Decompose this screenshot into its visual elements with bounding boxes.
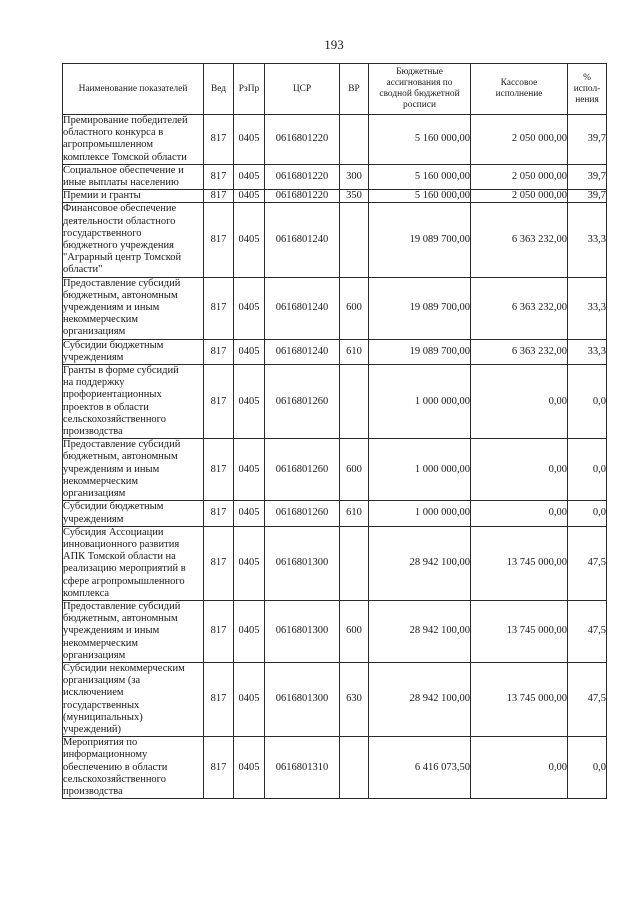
ved-cell: 817 xyxy=(204,439,234,501)
execution-percent-cell: 0,0 xyxy=(568,737,607,799)
rzpr-cell: 0405 xyxy=(234,365,265,439)
budget-allocation-cell: 5 160 000,00 xyxy=(369,164,471,189)
table-row xyxy=(63,737,607,799)
ved-cell: 817 xyxy=(204,339,234,364)
vr-cell: 600 xyxy=(340,439,369,501)
ved-cell: 817 xyxy=(204,277,234,339)
indicator-name-cell xyxy=(63,115,204,165)
indicator-name-cell xyxy=(63,439,204,501)
header-ved xyxy=(204,64,234,115)
ved-cell: 817 xyxy=(204,737,234,799)
csr-cell: 0616801240 xyxy=(265,339,340,364)
ved-cell: 817 xyxy=(204,203,234,277)
ved-cell: 817 xyxy=(204,115,234,165)
vr-cell xyxy=(340,737,369,799)
table-row xyxy=(63,277,607,339)
rzpr-cell: 0405 xyxy=(234,526,265,600)
table-row xyxy=(63,115,607,165)
rzpr-cell: 0405 xyxy=(234,164,265,189)
budget-execution-table xyxy=(62,63,607,799)
execution-percent-cell: 47,5 xyxy=(568,662,607,736)
indicator-name: Гранты в форме субсидий на поддержку профориентационных проектов в области сельскохозяйственного производства xyxy=(63,365,179,438)
csr-cell: 0616801260 xyxy=(265,365,340,439)
ved-cell: 817 xyxy=(204,190,234,203)
indicator-name: Субсидии некоммерческим организациям (за исключением государственных (муниципальных) учреждений) xyxy=(63,662,185,735)
csr-cell: 0616801300 xyxy=(265,526,340,600)
indicator-name-cell xyxy=(63,365,204,439)
execution-percent-cell: 39,7 xyxy=(568,190,607,203)
indicator-name: Мероприятия по информационному обеспечению в области сельскохозяйственного производства xyxy=(63,737,168,797)
rzpr-cell: 0405 xyxy=(234,277,265,339)
budget-allocation-cell: 1 000 000,00 xyxy=(369,439,471,501)
execution-percent-cell: 0,0 xyxy=(568,501,607,526)
table-row xyxy=(63,203,607,277)
budget-allocation-cell: 28 942 100,00 xyxy=(369,600,471,662)
table-row xyxy=(63,164,607,189)
rzpr-cell: 0405 xyxy=(234,501,265,526)
table-row xyxy=(63,526,607,600)
cash-execution-cell: 2 050 000,00 xyxy=(471,115,568,165)
header-indicator-name xyxy=(63,64,204,115)
table-row xyxy=(63,439,607,501)
indicator-name-cell xyxy=(63,501,204,526)
table-row xyxy=(63,339,607,364)
header-row xyxy=(63,64,607,115)
header-cash-execution xyxy=(471,64,568,115)
ved-cell: 817 xyxy=(204,365,234,439)
indicator-name: Субсидии бюджетным учреждениям xyxy=(63,501,164,525)
rzpr-cell: 0405 xyxy=(234,115,265,165)
indicator-name-cell xyxy=(63,526,204,600)
csr-cell: 0616801240 xyxy=(265,203,340,277)
table-row xyxy=(63,365,607,439)
budget-allocation-cell: 6 416 073,50 xyxy=(369,737,471,799)
execution-percent-cell: 33,3 xyxy=(568,277,607,339)
ved-cell: 817 xyxy=(204,501,234,526)
vr-cell: 610 xyxy=(340,339,369,364)
indicator-name-cell xyxy=(63,277,204,339)
csr-cell: 0616801240 xyxy=(265,277,340,339)
table-row xyxy=(63,600,607,662)
budget-allocation-cell: 1 000 000,00 xyxy=(369,365,471,439)
vr-cell xyxy=(340,203,369,277)
csr-cell: 0616801260 xyxy=(265,439,340,501)
vr-cell xyxy=(340,115,369,165)
header-indicator-name-label: Наименование показателей xyxy=(78,83,188,94)
vr-cell: 600 xyxy=(340,277,369,339)
budget-allocation-cell: 19 089 700,00 xyxy=(369,203,471,277)
header-vr-label: ВР xyxy=(348,83,360,94)
execution-percent-cell: 0,0 xyxy=(568,439,607,501)
cash-execution-cell: 0,00 xyxy=(471,737,568,799)
budget-allocation-cell: 19 089 700,00 xyxy=(369,277,471,339)
header-rzpr-label: РзПр xyxy=(238,83,260,94)
indicator-name-cell xyxy=(63,339,204,364)
indicator-name: Субсидия Ассоциации инновационного развития АПК Томской области на реализацию мероприятий в сфере агропромышленного комплекса xyxy=(63,526,186,599)
page-number: 193 xyxy=(324,37,344,52)
ved-cell: 817 xyxy=(204,164,234,189)
cash-execution-cell: 6 363 232,00 xyxy=(471,277,568,339)
budget-allocation-cell: 28 942 100,00 xyxy=(369,526,471,600)
cash-execution-cell: 6 363 232,00 xyxy=(471,339,568,364)
cash-execution-cell: 13 745 000,00 xyxy=(471,662,568,736)
indicator-name-cell xyxy=(63,164,204,189)
cash-execution-cell: 2 050 000,00 xyxy=(471,164,568,189)
indicator-name: Предоставление субсидий бюджетным, автономным учреждениям и иным некоммерческим организациям xyxy=(63,439,181,500)
cash-execution-cell: 13 745 000,00 xyxy=(471,526,568,600)
indicator-name: Социальное обеспечение и иные выплаты населению xyxy=(63,164,184,189)
budget-allocation-cell: 5 160 000,00 xyxy=(369,190,471,203)
csr-cell: 0616801220 xyxy=(265,164,340,189)
header-vr xyxy=(340,64,369,115)
execution-percent-cell: 39,7 xyxy=(568,115,607,165)
rzpr-cell: 0405 xyxy=(234,737,265,799)
cash-execution-cell: 0,00 xyxy=(471,439,568,501)
execution-percent-cell: 33,3 xyxy=(568,203,607,277)
indicator-name: Финансовое обеспечение деятельности областного государственного бюджетного учреждения "Аграрный центр Томской области" xyxy=(63,203,182,276)
header-csr-label: ЦСР xyxy=(292,83,312,94)
cash-execution-cell: 2 050 000,00 xyxy=(471,190,568,203)
csr-cell: 0616801300 xyxy=(265,662,340,736)
execution-percent-cell: 47,5 xyxy=(568,526,607,600)
budget-allocation-cell: 19 089 700,00 xyxy=(369,339,471,364)
execution-percent-cell: 0,0 xyxy=(568,365,607,439)
csr-cell: 0616801300 xyxy=(265,600,340,662)
ved-cell: 817 xyxy=(204,600,234,662)
rzpr-cell: 0405 xyxy=(234,203,265,277)
header-budget-allocations xyxy=(369,64,471,115)
vr-cell: 600 xyxy=(340,600,369,662)
budget-allocation-cell: 5 160 000,00 xyxy=(369,115,471,165)
indicator-name-cell xyxy=(63,600,204,662)
execution-percent-cell: 33,3 xyxy=(568,339,607,364)
header-rzpr xyxy=(234,64,265,115)
rzpr-cell: 0405 xyxy=(234,662,265,736)
csr-cell: 0616801260 xyxy=(265,501,340,526)
rzpr-cell: 0405 xyxy=(234,439,265,501)
csr-cell: 0616801310 xyxy=(265,737,340,799)
csr-cell: 0616801220 xyxy=(265,190,340,203)
indicator-name: Премирование победителей областного конкурса в агропромышленном комплексе Томской области xyxy=(63,115,188,163)
vr-cell: 300 xyxy=(340,164,369,189)
header-csr xyxy=(265,64,340,115)
budget-allocation-cell: 28 942 100,00 xyxy=(369,662,471,736)
indicator-name-cell xyxy=(63,190,204,203)
table-row xyxy=(63,501,607,526)
table-row xyxy=(63,662,607,736)
cash-execution-cell: 0,00 xyxy=(471,365,568,439)
vr-cell xyxy=(340,526,369,600)
table-row xyxy=(63,190,607,203)
indicator-name-cell xyxy=(63,737,204,799)
indicator-name-cell xyxy=(63,203,204,277)
indicator-name: Субсидии бюджетным учреждениям xyxy=(63,339,164,363)
ved-cell: 817 xyxy=(204,526,234,600)
table-body xyxy=(63,115,607,799)
rzpr-cell: 0405 xyxy=(234,339,265,364)
indicator-name: Предоставление субсидий бюджетным, автономным учреждениям и иным некоммерческим организациям xyxy=(63,277,181,338)
indicator-name: Премии и гранты xyxy=(63,190,141,202)
header-cash-execution-label: Кассовое исполнение xyxy=(495,78,543,99)
csr-cell: 0616801220 xyxy=(265,115,340,165)
header-execution-percent xyxy=(568,64,607,115)
cash-execution-cell: 6 363 232,00 xyxy=(471,203,568,277)
indicator-name: Предоставление субсидий бюджетным, автономным учреждениям и иным некоммерческим организациям xyxy=(63,600,181,661)
execution-percent-cell: 39,7 xyxy=(568,164,607,189)
vr-cell: 610 xyxy=(340,501,369,526)
rzpr-cell: 0405 xyxy=(234,190,265,203)
ved-cell: 817 xyxy=(204,662,234,736)
budget-allocation-cell: 1 000 000,00 xyxy=(369,501,471,526)
header-execution-percent-label: % испол-нения xyxy=(573,72,601,105)
execution-percent-cell: 47,5 xyxy=(568,600,607,662)
table-header xyxy=(63,64,607,115)
vr-cell: 630 xyxy=(340,662,369,736)
header-ved-label: Вед xyxy=(210,83,227,94)
header-budget-allocations-label: Бюджетные ассигнования по сводной бюджетной росписи xyxy=(379,67,460,110)
rzpr-cell: 0405 xyxy=(234,600,265,662)
cash-execution-cell: 0,00 xyxy=(471,501,568,526)
vr-cell xyxy=(340,365,369,439)
cash-execution-cell: 13 745 000,00 xyxy=(471,600,568,662)
indicator-name-cell xyxy=(63,662,204,736)
vr-cell: 350 xyxy=(340,190,369,203)
